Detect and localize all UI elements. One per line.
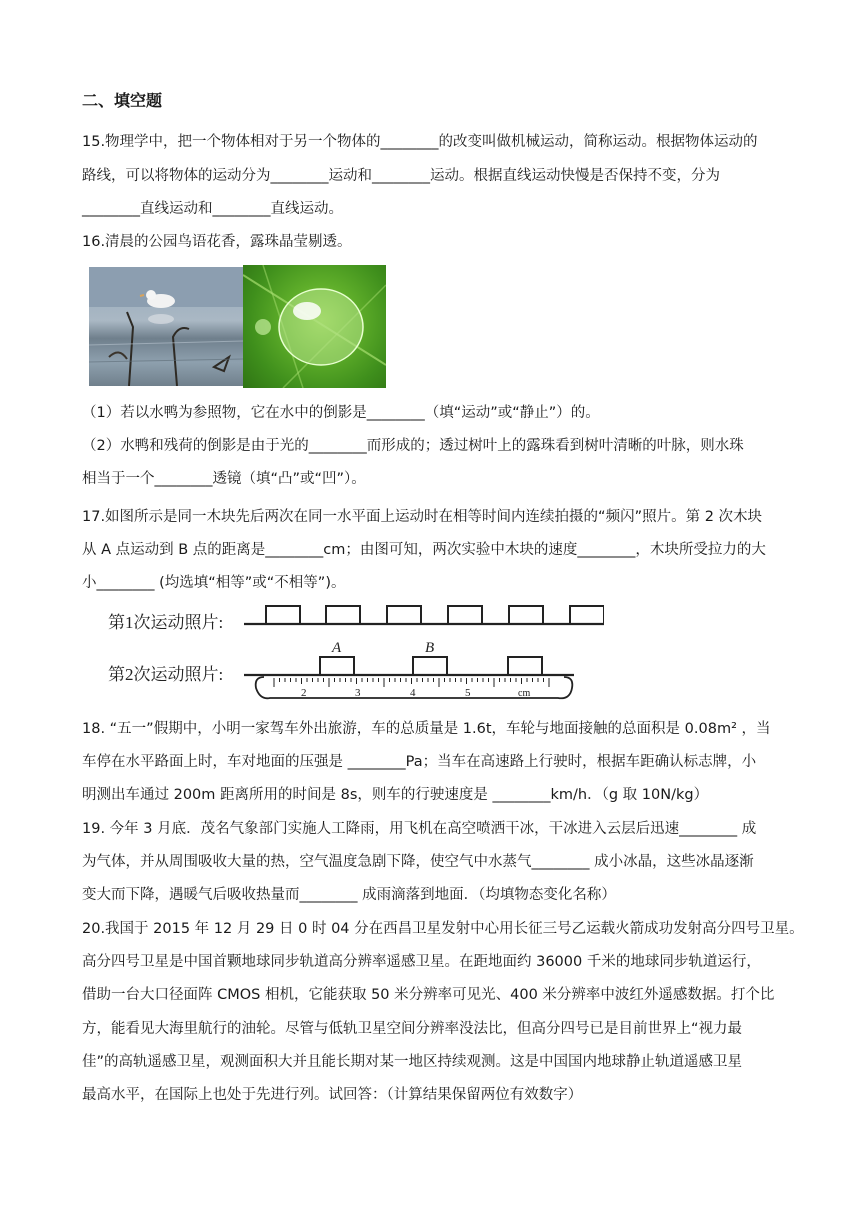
text-line: 高分四号卫星是中国首颗地球同步轨道高分辨率遥感卫星。在距地面约 36000 千米的地球同步轨道运行， <box>82 954 761 970</box>
run1-label: 第1次运动照片: <box>108 613 224 632</box>
block <box>508 657 542 675</box>
duck-lotus-photo <box>89 267 243 386</box>
text-line: 为气体，并从周围吸收大量的热，空气温度急剧下降，使空气中水蒸气________ 成小冰晶，这些冰晶逐渐 <box>82 854 754 870</box>
text-line: 15.物理学中，把一个物体相对于另一个物体的________的改变叫做机械运动，简称运动。根据物体运动的 <box>82 134 758 150</box>
block <box>509 606 543 624</box>
section-heading: 二、填空题 <box>82 91 163 110</box>
text-line: 车停在水平路面上时，车对地面的压强是 ________Pa；当车在高速路上行驶时，根据车距确认标志牌，小 <box>82 754 757 770</box>
ruler-tick-label: 4 <box>410 687 416 699</box>
text-line: 借助一台大口径面阵 CMOS 相机，它能获取 50 米分辨率可见光、400 米分辨率中波红外遥感数据。打个比 <box>82 987 775 1003</box>
text-line: 17.如图所示是同一木块先后两次在同一水平面上运动时在相等时间内连续拍摄的“频闪”照片。第 2 次木块 <box>82 509 763 525</box>
text-line: 18. “五一”假期中，小明一家驾车外出旅游，车的总质量是 1.6t，车轮与地面接触的总面积是 0.08m² ，当 <box>82 721 771 737</box>
ruler-tick-label: 3 <box>355 687 361 699</box>
block <box>387 606 421 624</box>
text-line: 最高水平，在国际上也处于先进行列。试回答：（计算结果保留两位有效数字） <box>82 1087 583 1103</box>
text-line: 佳”的高轨遥感卫星，观测面积大并且能长期对某一地区持续观测。这是中国国内地球静止轨道遥感卫星 <box>82 1054 743 1070</box>
block <box>448 606 482 624</box>
text-line: 明测出车通过 200m 距离所用的时间是 8s，则车的行驶速度是 ________km/h．（g 取 10N/kg） <box>82 787 709 803</box>
text-line: ________直线运动和________直线运动。 <box>82 201 343 217</box>
text-line: 小________ (均选填“相等”或“不相等”)。 <box>82 575 346 591</box>
text-line: 16.清晨的公园鸟语花香，露珠晶莹剔透。 <box>82 234 352 250</box>
text-line: 方，能看见大海里航行的油轮。尽管与低轨卫星空间分辨率没法比，但高分四号已是目前世界上“视力最 <box>82 1021 743 1037</box>
run2-label: 第2次运动照片: <box>108 665 224 684</box>
text-line: （2）水鸭和残荷的倒影是由于光的________而形成的；透过树叶上的露珠看到树叶清晰的叶脉，则水珠 <box>82 438 744 454</box>
frequency-flash-diagram <box>104 600 604 702</box>
block <box>266 606 300 624</box>
text-line: （1）若以水鸭为参照物，它在水中的倒影是________（填“运动”或“静止”）的。 <box>82 405 600 421</box>
dewdrop-leaf-photo <box>243 265 386 388</box>
point-a-label: A <box>332 640 342 656</box>
text-line: 19. 今年 3 月底．茂名气象部门实施人工降雨，用飞机在高空喷洒干冰，干冰进入云层后迅速________ 成 <box>82 821 757 837</box>
block-a <box>320 657 354 675</box>
block <box>570 606 604 624</box>
text-line: 20.我国于 2015 年 12 月 29 日 0 时 04 分在西昌卫星发射中心用长征三号乙运载火箭成功发射高分四号卫星。 <box>82 921 804 937</box>
point-b-label: B <box>425 640 435 656</box>
ruler-ticks <box>274 678 549 687</box>
ruler-tick-label: 2 <box>301 687 307 699</box>
text-line: 相当于一个________透镜（填“凸”或“凹”）。 <box>82 471 366 487</box>
ruler-tick-label: 5 <box>465 687 471 699</box>
ruler-unit-label: cm <box>518 688 531 699</box>
text-line: 路线，可以将物体的运动分为________运动和________运动。根据直线运动快慢是否保持不变，分为 <box>82 168 720 184</box>
block <box>326 606 360 624</box>
text-line: 从 A 点运动到 B 点的距离是________cm；由图可知，两次实验中木块的速度________，木块所受拉力的大 <box>82 542 766 558</box>
text-line: 变大而下降，遇暖气后吸收热量而________ 成雨滴落到地面．（均填物态变化名称） <box>82 887 616 903</box>
block-b <box>413 657 447 675</box>
